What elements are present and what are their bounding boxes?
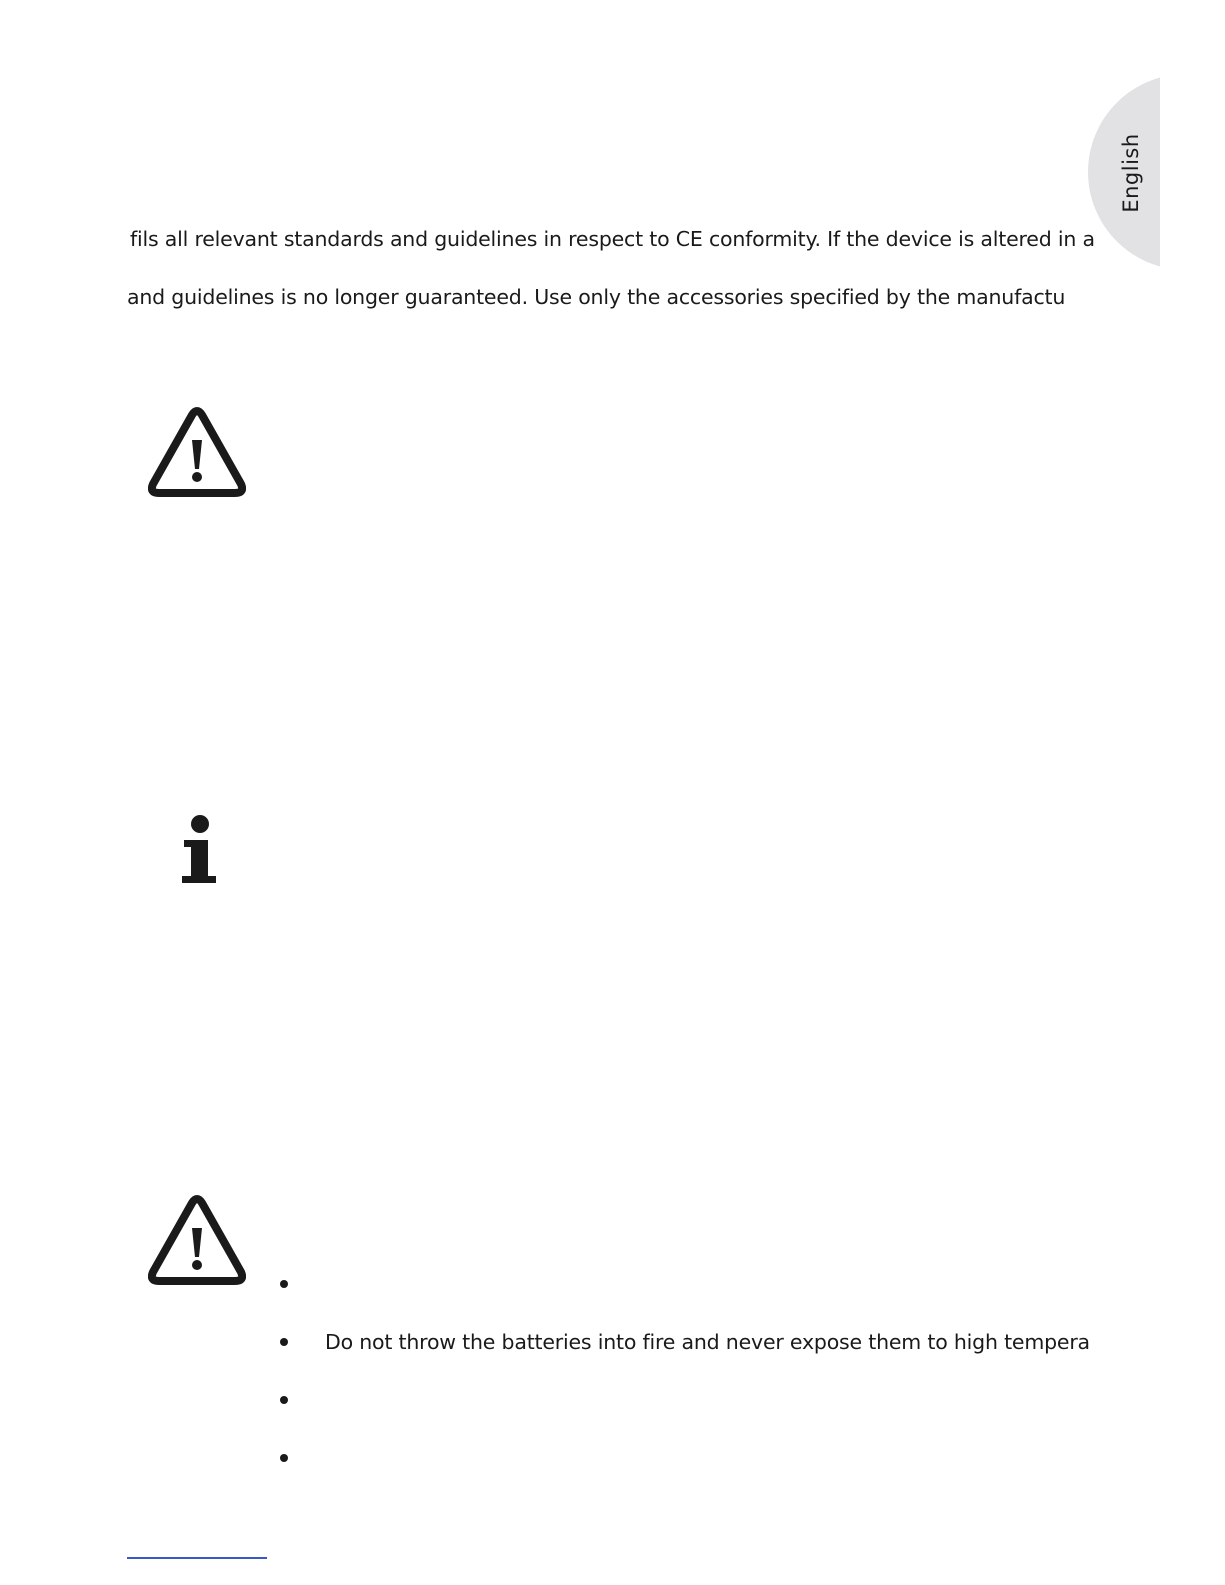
list-bullet [280,1396,288,1404]
list-bullet [280,1338,288,1346]
paragraph-line-2: and guidelines is no longer guaranteed. Use only the accessories specified by the manufactu [127,285,1066,309]
footer-rule [127,1557,267,1559]
paragraph-line-1: fils all relevant standards and guidelines in respect to CE conformity. If the device is altered in a [130,227,1095,251]
page-edge [1160,0,1225,1585]
warning-icon [148,407,246,499]
language-tab-label: English [1119,133,1143,213]
list-bullet [280,1280,288,1288]
list-item-text: Do not throw the batteries into fire and never expose them to high tempera [325,1330,1090,1354]
list-bullet [280,1454,288,1462]
info-icon [178,814,220,884]
warning-icon [148,1195,246,1287]
